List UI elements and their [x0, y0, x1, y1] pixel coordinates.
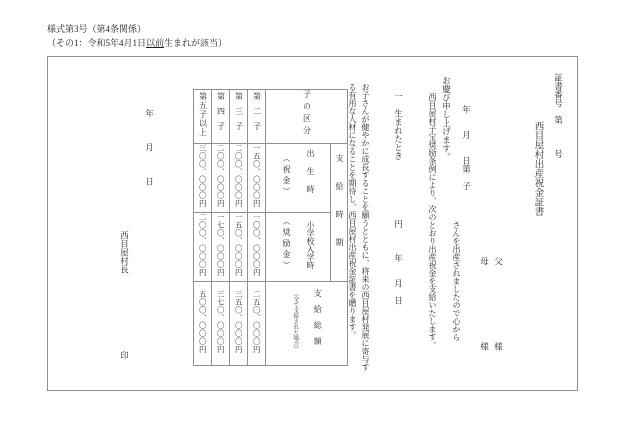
form-note-prefix: （その1：令和5年4月1日 — [47, 38, 147, 48]
table-row-school — [194, 213, 348, 282]
total-amount-5th: 五〇〇、〇〇〇円 — [198, 289, 208, 353]
category-cell-4th — [212, 90, 230, 144]
total-row-sublabel: （全て支給された場合） — [292, 291, 299, 352]
total-amount-cell-3rd — [230, 282, 248, 366]
category-label-2nd: 第二子 — [252, 91, 262, 137]
total-row-header — [276, 289, 338, 353]
table-row-total — [194, 282, 348, 366]
total-amount-3rd: 三五〇、〇〇〇円 — [234, 289, 244, 353]
school-amount-4th: 一七〇、〇〇〇円 — [216, 213, 226, 277]
timing-header-cell — [331, 144, 348, 282]
doc-number-line: 証書番号 第 号 — [553, 73, 564, 158]
father-name-line: 父 様 — [493, 257, 504, 351]
school-row-label: 小学校入学時 — [306, 220, 315, 269]
total-row-header-cell — [266, 282, 348, 366]
birth-row-header-cell — [266, 144, 331, 213]
school-amount-cell-5th — [194, 213, 212, 282]
certificate-title: 西目屋村出産祝金証書 — [532, 121, 543, 216]
category-label-5th: 第五子以上 — [198, 91, 208, 137]
issue-date-line: 年 月 日 — [144, 109, 155, 186]
total-amount-4th: 三七〇、〇〇〇円 — [216, 289, 226, 353]
birth-amount-cell-2nd — [248, 144, 266, 213]
birth-row-header — [266, 149, 330, 203]
school-row-sublabel: （奨励金） — [282, 217, 291, 273]
form-note — [47, 38, 227, 49]
birth-statement-line: さんを出産されましたので心から — [452, 221, 461, 341]
timing-header-label: 支給時期 — [335, 154, 344, 267]
total-amount-cell-5th — [194, 282, 212, 366]
school-row-header-cell — [266, 213, 331, 282]
total-amount-2nd: 二五〇、〇〇〇円 — [252, 289, 262, 353]
ordinance-line: 西目屋村子宝奨励条例により、次のとおり出産祝金を支給いたします。 — [428, 93, 437, 349]
greeting-line: お慶び申し上げます。 — [441, 76, 452, 161]
certificate-frame — [47, 56, 578, 391]
mother-name-line: 母 様 — [479, 257, 490, 351]
category-label-3rd: 第三子 — [234, 91, 244, 137]
payment-table — [193, 89, 348, 366]
category-cell-2nd — [248, 90, 266, 144]
seal-mark: 印 — [119, 351, 130, 360]
category-header-cell — [266, 90, 348, 144]
table-row-category — [194, 90, 348, 144]
category-cell-3rd — [230, 90, 248, 144]
item-birth-line: 一 生まれたとき 円 年 月 日 — [393, 92, 404, 305]
school-amount-cell-2nd — [248, 213, 266, 282]
total-row-label: 支給総額 — [313, 289, 323, 354]
birth-amount-cell-3rd — [230, 144, 248, 213]
school-amount-cell-4th — [212, 213, 230, 282]
total-amount-cell-4th — [212, 282, 230, 366]
category-label-4th: 第四子 — [216, 91, 226, 137]
birth-row-label: 出生時 — [306, 148, 315, 203]
birth-amount-cell-4th — [212, 144, 230, 213]
school-amount-5th: 二〇〇、〇〇〇円 — [198, 213, 208, 277]
form-number-label: 様式第3号（第4条関係） — [47, 24, 147, 34]
birth-amount-5th: 三〇〇、〇〇〇円 — [198, 144, 208, 208]
school-amount-3rd: 一五〇、〇〇〇円 — [234, 213, 244, 277]
wish-line-2: る有用な人材になることを期待し、西目屋村出産祝金証書を贈ります。 — [348, 83, 357, 339]
wish-line-1: お子さんが健やかに成長することを願うとともに、将来の西目屋村発展に寄与す — [361, 83, 370, 371]
category-header-label: 子の区分 — [302, 90, 312, 138]
birth-amount-4th: 二〇〇、〇〇〇円 — [216, 144, 226, 208]
birth-amount-cell-5th — [194, 144, 212, 213]
table-row-birth — [194, 144, 348, 213]
birth-amount-2nd: 一五〇、〇〇〇円 — [252, 144, 262, 208]
total-amount-cell-2nd — [248, 282, 266, 366]
issuer-name: 西目屋村長 — [119, 231, 130, 274]
birth-row-sublabel: （祝金） — [282, 153, 291, 198]
school-amount-cell-3rd — [230, 213, 248, 282]
birth-amount-3rd: 二〇〇、〇〇〇円 — [234, 144, 244, 208]
form-note-underlined: 以前 — [146, 38, 165, 48]
school-row-header — [266, 217, 330, 272]
category-cell-5th — [194, 90, 212, 144]
form-note-suffix: 生まれが該当） — [164, 38, 228, 48]
birth-date-line: 年 月 日第 子 — [461, 105, 472, 190]
school-amount-2nd: 一〇〇、〇〇〇円 — [252, 213, 262, 277]
